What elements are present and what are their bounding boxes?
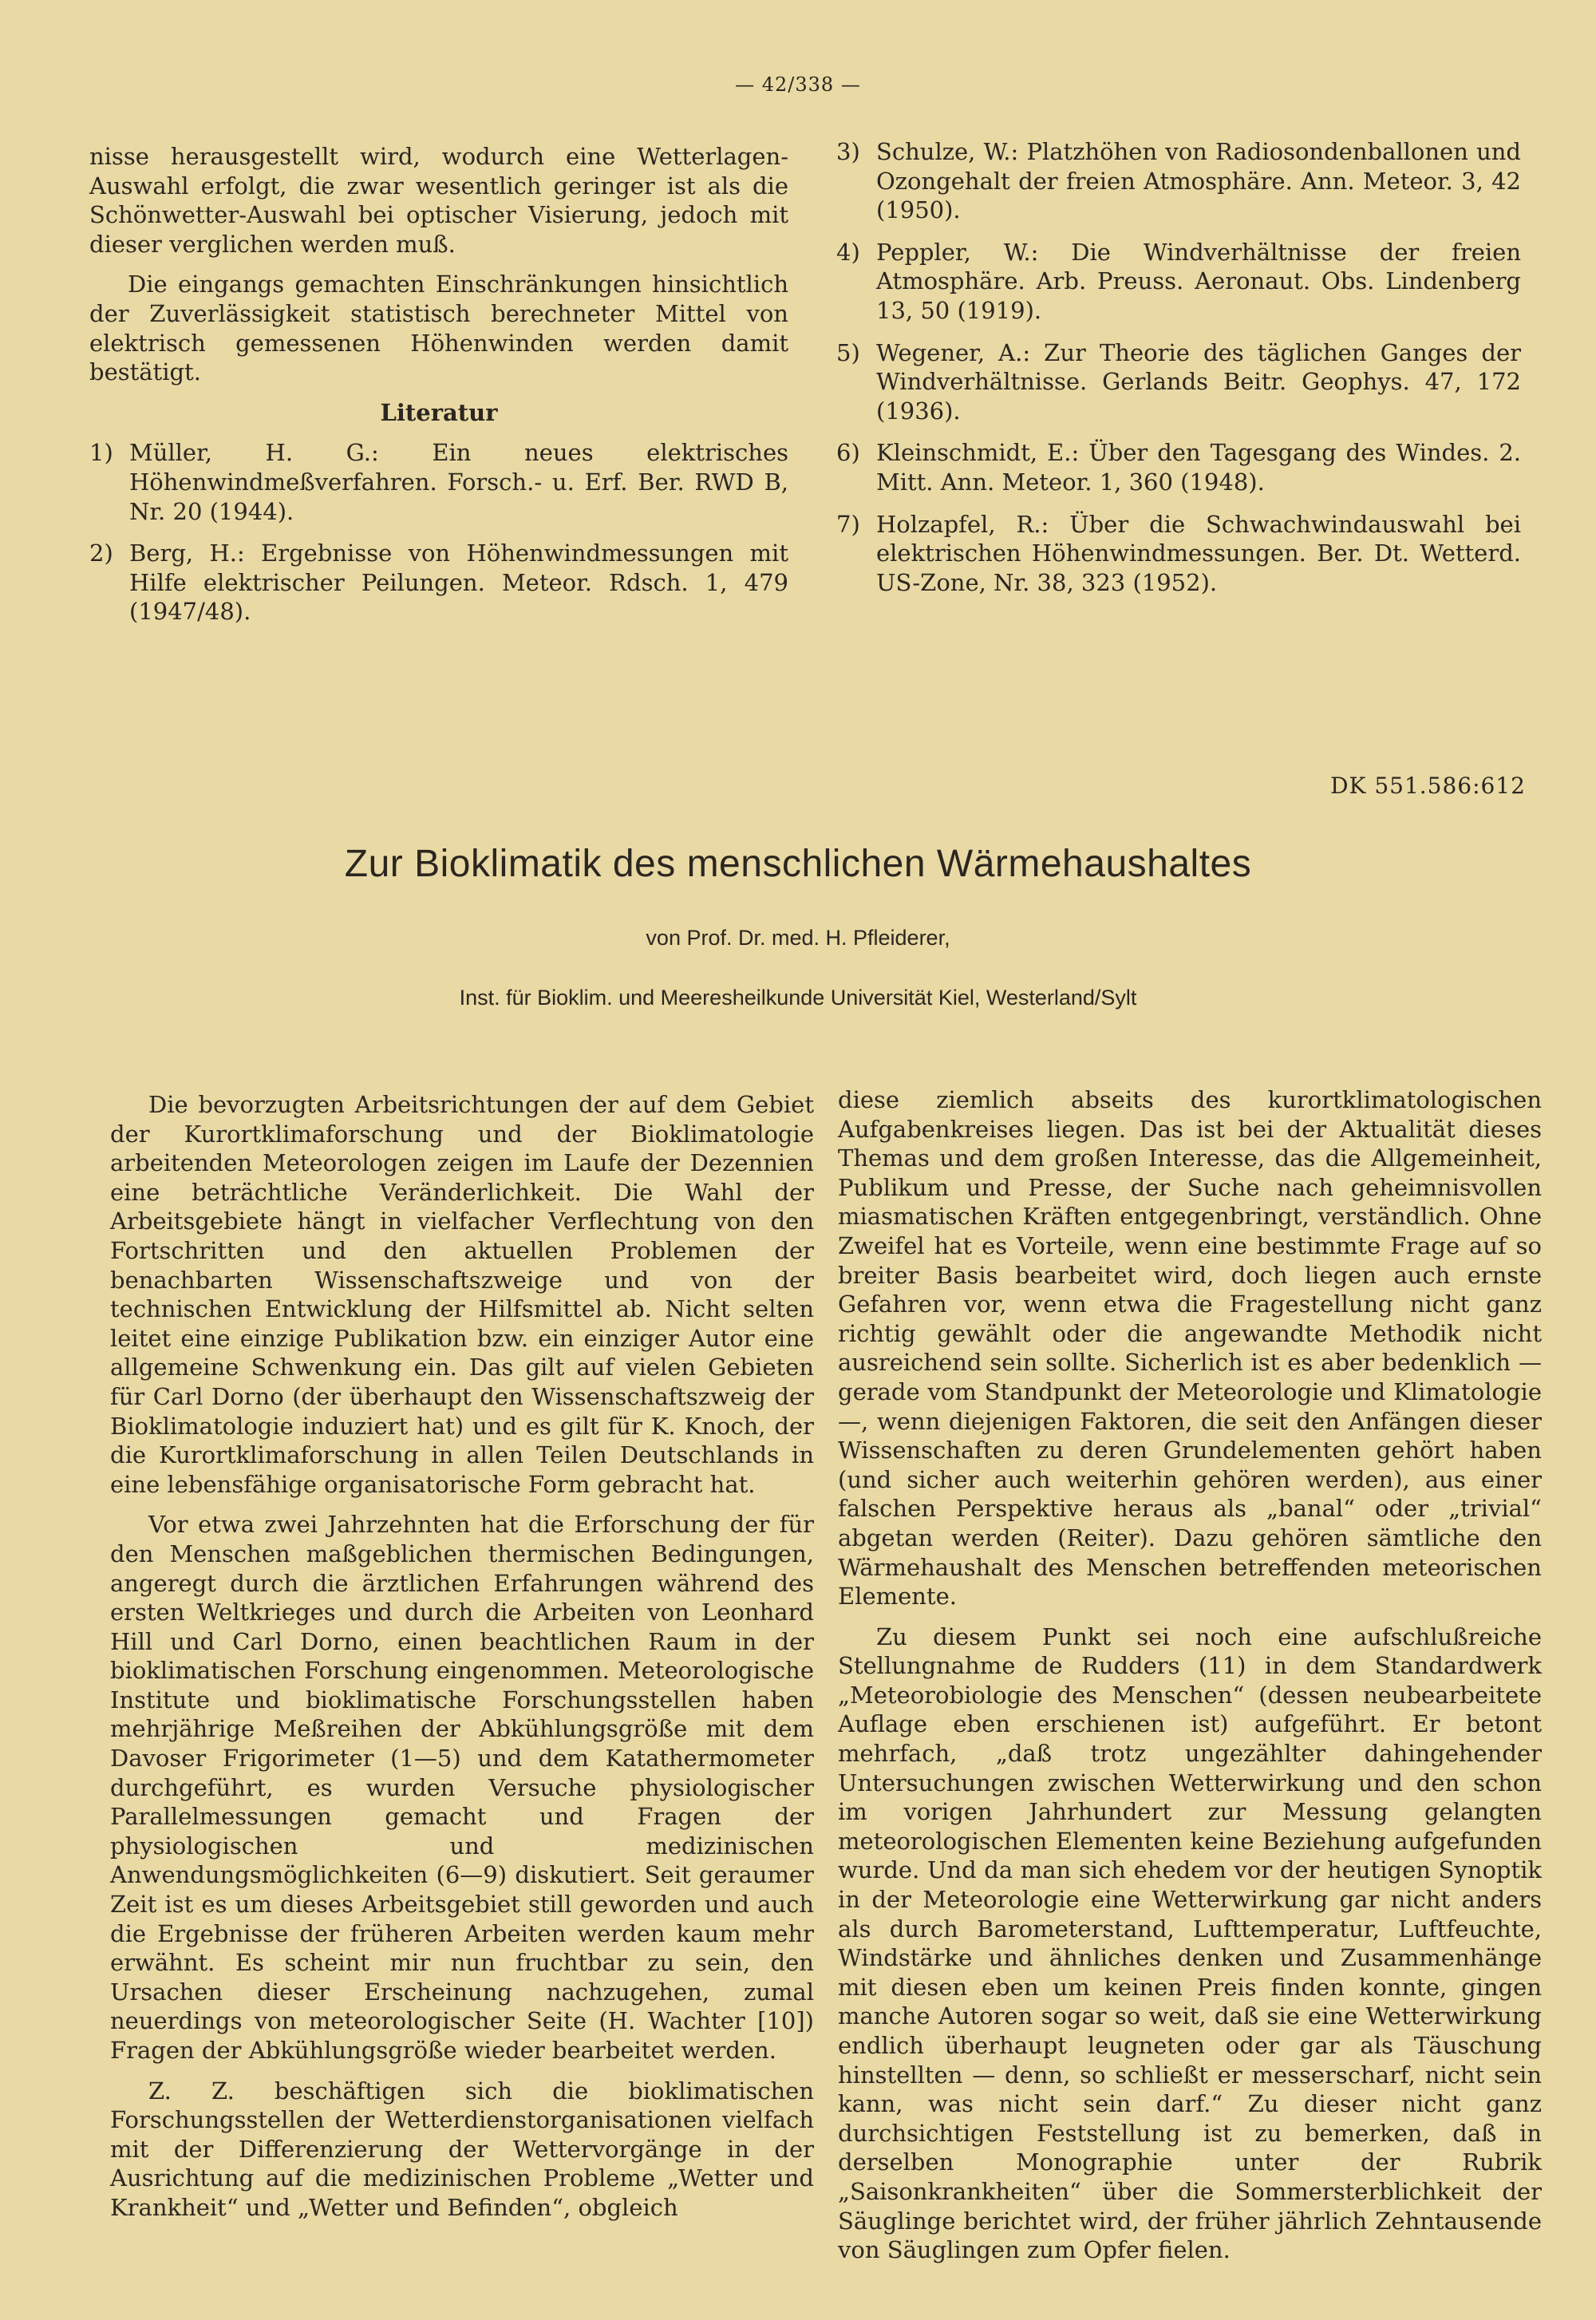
reference-number: 1)	[89, 439, 113, 467]
reference-text: Wegener, A.: Zur Theorie des täglichen Ganges der Windverhältnisse. Gerlands Beitr. Geophys. 47, 172 (1936).	[876, 338, 1521, 425]
reference-item	[836, 137, 1521, 225]
previous-article-conclusion	[89, 142, 788, 639]
reference-list-continued	[836, 137, 1521, 610]
reference-item	[836, 338, 1521, 426]
paragraph: Die bevorzugten Arbeitsrichtungen der auf dem Gebiet der Kurortklimaforschung und der Bioklimatologie arbeitenden Meteorologen zeigen im Laufe der Dezennien eine beträchtliche Veränderlichkeit. Die Wahl der Arbeitsgebiete hängt in vielfacher Verflechtung von den Fortschritten und den aktuellen Problemen der benachbarten Wissenschaftszweige und von der technischen Entwicklung der Hilfsmittel ab. Nicht selten leitet eine einzige Publikation bzw. ein einziger Autor eine allgemeine Schwenkung ein. Das gilt auf vielen Gebieten für Carl Dorno (der überhaupt den Wissenschaftszweig der Bioklimatologie induziert hat) und es gilt für K. Knoch, der die Kurortklimaforschung in allen Teilen Deutschlands in eine lebensfähige organisatorische Form gebracht hat.	[110, 1091, 814, 1498]
paragraph: Z. Z. beschäftigen sich die bioklimatischen Forschungsstellen der Wetterdienstorganisationen vielfach mit der Differenzierung der Wettervorgänge in der Ausrichtung auf die medizinischen Probleme „Wetter und Krankheit“ und „Wetter und Befinden“, obgleich	[110, 2077, 814, 2221]
dk-classification-number: DK 551.586:612	[1330, 773, 1526, 799]
reference-item	[89, 438, 788, 526]
reference-item	[836, 510, 1521, 598]
reference-number: 3)	[836, 138, 860, 165]
article-body-left-column	[110, 1090, 814, 2234]
paragraph: Die eingangs gemachten Einschränkungen hinsichtlich der Zuverlässigkeit statistisch berechneter Mittel von elektrisch gemessenen Höhenwinden werden damit bestätigt.	[89, 271, 788, 386]
reference-item	[836, 438, 1521, 496]
reference-number: 6)	[836, 439, 860, 467]
paragraph: Zu diesem Punkt sei noch eine aufschlußreiche Stellungnahme de Rudders (11) in dem Standardwerk „Meteorobiologie des Menschen“ (dessen neubearbeitete Auflage eben erschienen ist) aufgeführt. Er betont mehrfach, „daß trotz ungezählter dahingehender Untersuchungen zwischen Wetterwirkung und den schon im vorigen Jahrhundert zur Messung gelangten meteorologischen Elementen keine Beziehung aufgefunden wurde. Und da man sich ehedem vor der heutigen Synoptik in der Meteorologie eine Wetterwirkung gar nicht anders als durch Barometerstand, Lufttemperatur, Luftfeuchte, Windstärke und ähnliches denken und Zusammenhänge mit diesen eben um keinen Preis finden konnte, gingen manche Autoren sogar so weit, daß sie eine Wetterwirkung endlich überhaupt leugneten oder gar als Täuschung hinstellten — denn, so schließt er messerscharf, nicht sein kann, was nicht sein darf.“ Zu dieser nicht ganz durchsichtigen Feststellung ist zu bemerken, daß in derselben Monographie unter der Rubrik „Saisonkrankheiten“ über die Sommersterblichkeit der Säuglinge berichtet wird, der früher jährlich Zehntausende von Säuglingen zum Opfer fielen.	[838, 1622, 1542, 2264]
reference-item	[836, 238, 1521, 326]
paragraph: Vor etwa zwei Jahrzehnten hat die Erforschung der für den Menschen maßgeblichen thermischen Bedingungen, angeregt durch die ärztlichen Erfahrungen während des ersten Weltkrieges und durch die Arbeiten von Leonhard Hill und Carl Dorno, einen beachtlichen Raum in der bioklimatischen Forschung eingenommen. Meteorologische Institute und bioklimatische Forschungsstellen haben mehrjährige Meßreihen der Abkühlungsgröße mit dem Davoser Frigorimeter (1—5) und dem Katathermometer durchgeführt, es wurden Versuche physiologischer Parallelmessungen gemacht und Fragen der physiologischen und medizinischen Anwendungsmöglichkeiten (6—9) diskutiert. Seit geraumer Zeit ist es um dieses Arbeitsgebiet still geworden und auch die Ergebnisse der früheren Arbeiten werden kaum mehr erwähnt. Es scheint mir nun fruchtbar zu sein, den Ursachen dieser Erscheinung nachzugehen, zumal neuerdings von meteorologischer Seite (H. Wachter [10]) Fragen der Abkühlungsgröße wieder bearbeitet werden.	[110, 1511, 814, 2064]
article-affiliation: Inst. für Bioklim. und Meeresheilkunde Universität Kiel, Westerland/Sylt	[459, 986, 1137, 1010]
reference-number: 7)	[836, 510, 860, 538]
reference-text: Peppler, W.: Die Windverhältnisse der freien Atmosphäre. Arb. Preuss. Aeronaut. Obs. Lindenberg 13, 50 (1919).	[876, 238, 1521, 324]
paragraph: diese ziemlich abseits des kurortklimatologischen Aufgabenkreises liegen. Das ist bei der Aktualität dieses Themas und dem großen Interesse, das die Allgemeinheit, Publikum und Presse, der Suche nach geheimnisvollen miasmatischen Kräften entgegenbringt, verständlich. Ohne Zweifel hat es Vorteile, wenn eine bestimmte Frage auf so breiter Basis bearbeitet wird, doch liegen auch ernste Gefahren vor, wenn etwa die Fragestellung nicht ganz richtig gewählt oder die angewandte Methodik nicht ausreichend sein sollte. Sicherlich ist es aber bedenklich — gerade vom Standpunkt der Meteorologie und Klimatologie —, wenn diejenigen Faktoren, die seit den Anfängen dieser Wissenschaften zu deren Grundelementen gehört haben (und sicher auch weiterhin gehören werden), aus einer falschen Perspektive heraus als „banal“ oder „trivial“ abgetan werden (Reiter). Dazu gehören sämtliche den Wärmehaushalt des Menschen betreffenden meteorischen Elemente.	[838, 1086, 1542, 1611]
article-author: von Prof. Dr. med. H. Pfleiderer,	[646, 926, 950, 950]
reference-number: 2)	[89, 539, 113, 567]
article-title: Zur Bioklimatik des menschlichen Wärmehaushaltes	[344, 843, 1252, 885]
reference-text: Schulze, W.: Platzhöhen von Radiosondenballonen und Ozongehalt der freien Atmosphäre. Ann. Meteor. 3, 42 (1950).	[876, 138, 1521, 224]
article-body-right-column	[838, 1085, 1542, 2276]
reference-text: Holzapfel, R.: Über die Schwachwindauswahl bei elektrischen Höhenwindmessungen. Ber. Dt. Wetterd. US-Zone, Nr. 38, 323 (1952).	[876, 510, 1521, 596]
reference-text: Berg, H.: Ergebnisse von Höhenwindmessungen mit Hilfe elektrischer Peilungen. Meteor. Rdsch. 1, 479 (1947/48).	[129, 539, 788, 626]
reference-item	[89, 539, 788, 626]
reference-text: Müller, H. G.: Ein neues elektrisches Höhenwindmeßverfahren. Forsch.- u. Erf. Ber. RWD B, Nr. 20 (1944).	[129, 439, 788, 525]
reference-number: 4)	[836, 238, 860, 266]
reference-number: 5)	[836, 338, 860, 366]
reference-text: Kleinschmidt, E.: Über den Tagesgang des Windes. 2. Mitt. Ann. Meteor. 1, 360 (1948).	[876, 439, 1521, 496]
page-number: — 42/338 —	[735, 73, 861, 96]
paragraph: nisse herausgestellt wird, wodurch eine Wetterlagen-Auswahl erfolgt, die zwar wesentlich geringer ist als die Schönwetter-Auswahl bei optischer Visierung, jedoch mit dieser verglichen werden muß.	[89, 143, 788, 258]
literature-heading: Literatur	[380, 398, 498, 426]
